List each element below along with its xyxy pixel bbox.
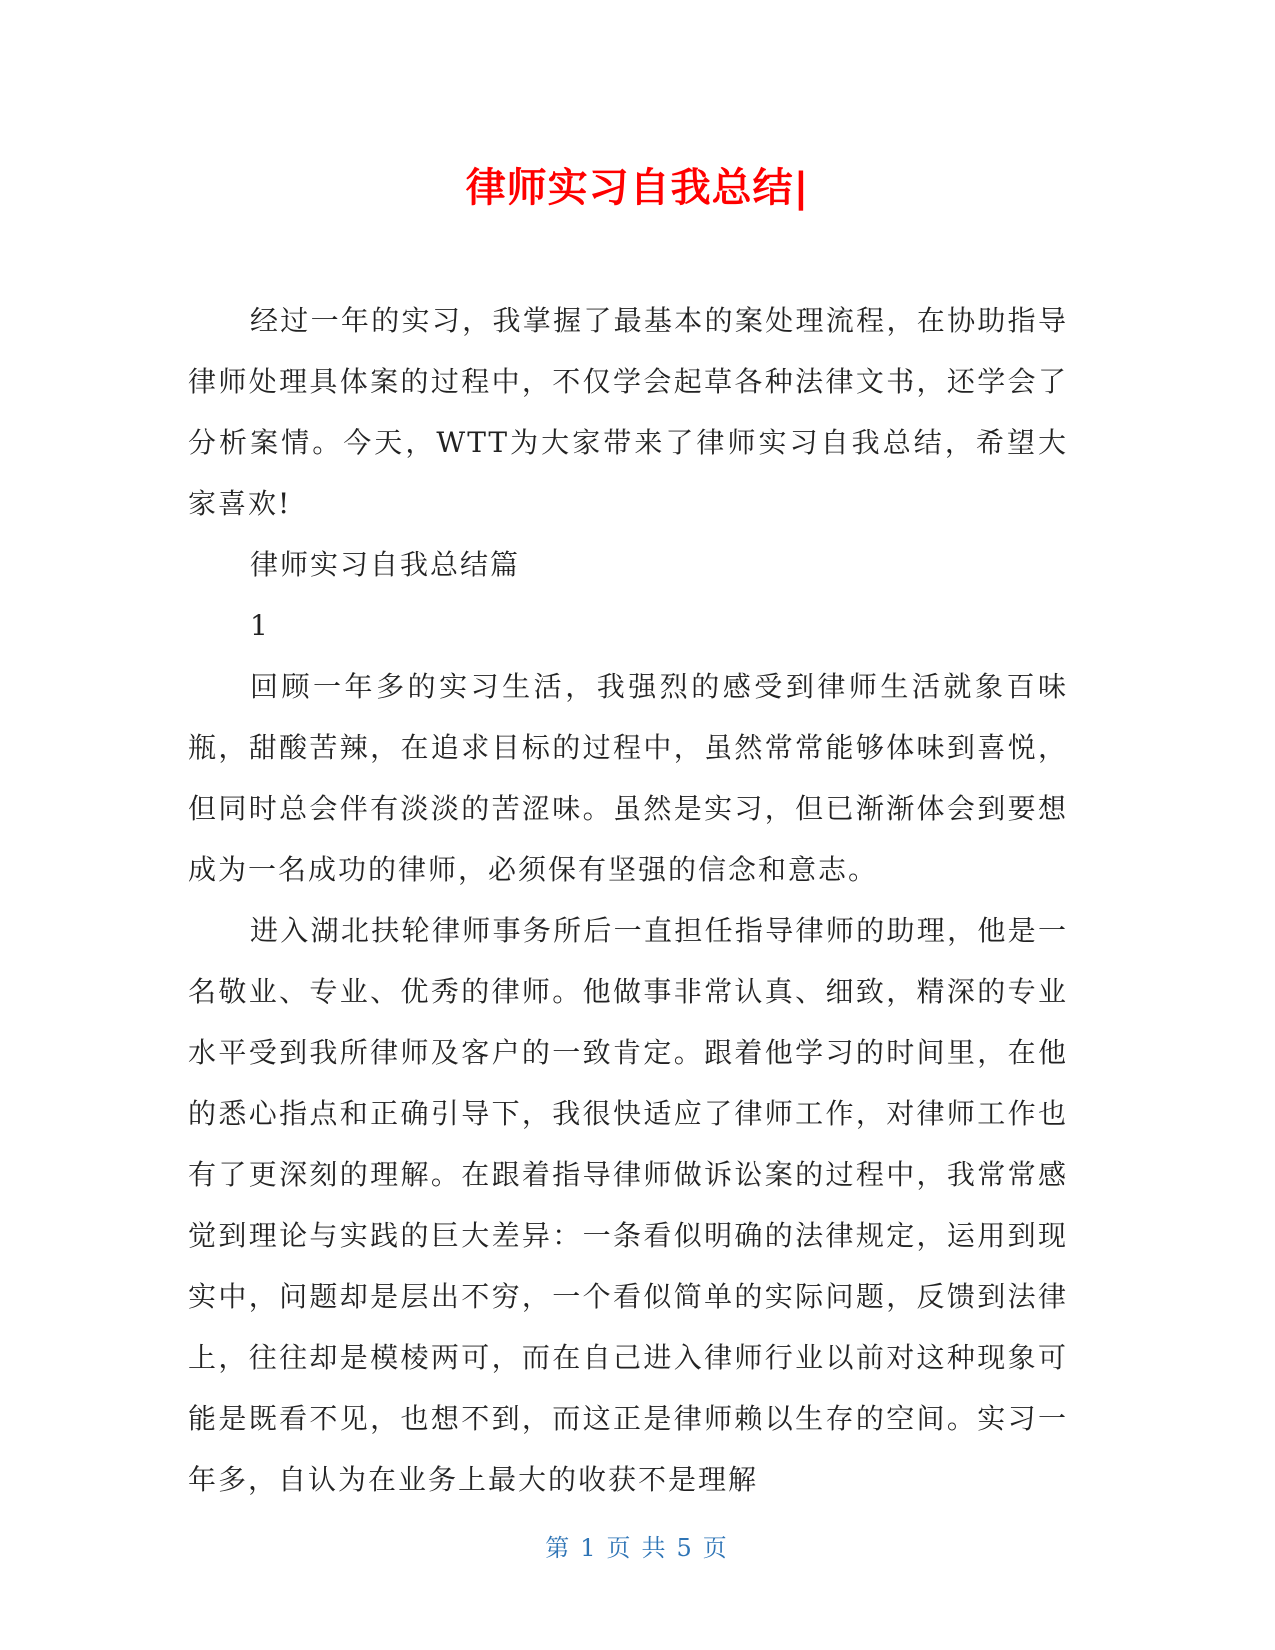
section-heading: 律师实习自我总结篇 (250, 548, 521, 581)
footer-total-pages: 5 (676, 1534, 695, 1562)
document-body (188, 290, 1068, 1510)
document-title: 律师实习自我总结| (465, 165, 810, 211)
footer-label-total: 共 (641, 1534, 669, 1562)
body-paragraph-1: 回顾一年多的实习生活，我强烈的感受到律师生活就象百味瓶，甜酸苦辣，在追求目标的过程中，虽然常常能够体味到喜悦，但同时总会伴有淡淡的苦涩味。虽然是实习，但已渐渐体会到要想成为一名成功的律师，必须保有坚强的信念和意志。 (188, 670, 1068, 886)
intro-paragraph: 经过一年的实习，我掌握了最基本的案处理流程，在协助指导律师处理具体案的过程中，不仅学会起草各种法律文书，还学会了分析案情。今天，WTT为大家带来了律师实习自我总结，希望大家喜欢! (188, 304, 1068, 520)
footer-current-page: 1 (580, 1534, 599, 1562)
footer-label-of: 页 (606, 1534, 634, 1562)
body-paragraph-2: 进入湖北扶轮律师事务所后一直担任指导律师的助理，他是一名敬业、专业、优秀的律师。他做事非常认真、细致，精深的专业水平受到我所律师及客户的一致肯定。跟着他学习的时间里，在他的悉心指点和正确引导下，我很快适应了律师工作，对律师工作也有了更深刻的理解。在跟着指导律师做诉讼案的过程中，我常常感觉到理论与实践的巨大差异：一条看似明确的法律规定，运用到现实中，问题却是层出不穷，一个看似简单的实际问题，反馈到法律上，往往却是模棱两可，而在自己进入律师行业以前对这种现象可能是既看不见，也想不到，而这正是律师赖以生存的空间。实习一年多，自认为在业务上最大的收获不是理解 (188, 914, 1068, 1496)
footer-label-end: 页 (702, 1534, 730, 1562)
page-footer (0, 1528, 1275, 1563)
section-number: 1 (250, 609, 270, 642)
footer-label-page: 第 (545, 1534, 573, 1562)
